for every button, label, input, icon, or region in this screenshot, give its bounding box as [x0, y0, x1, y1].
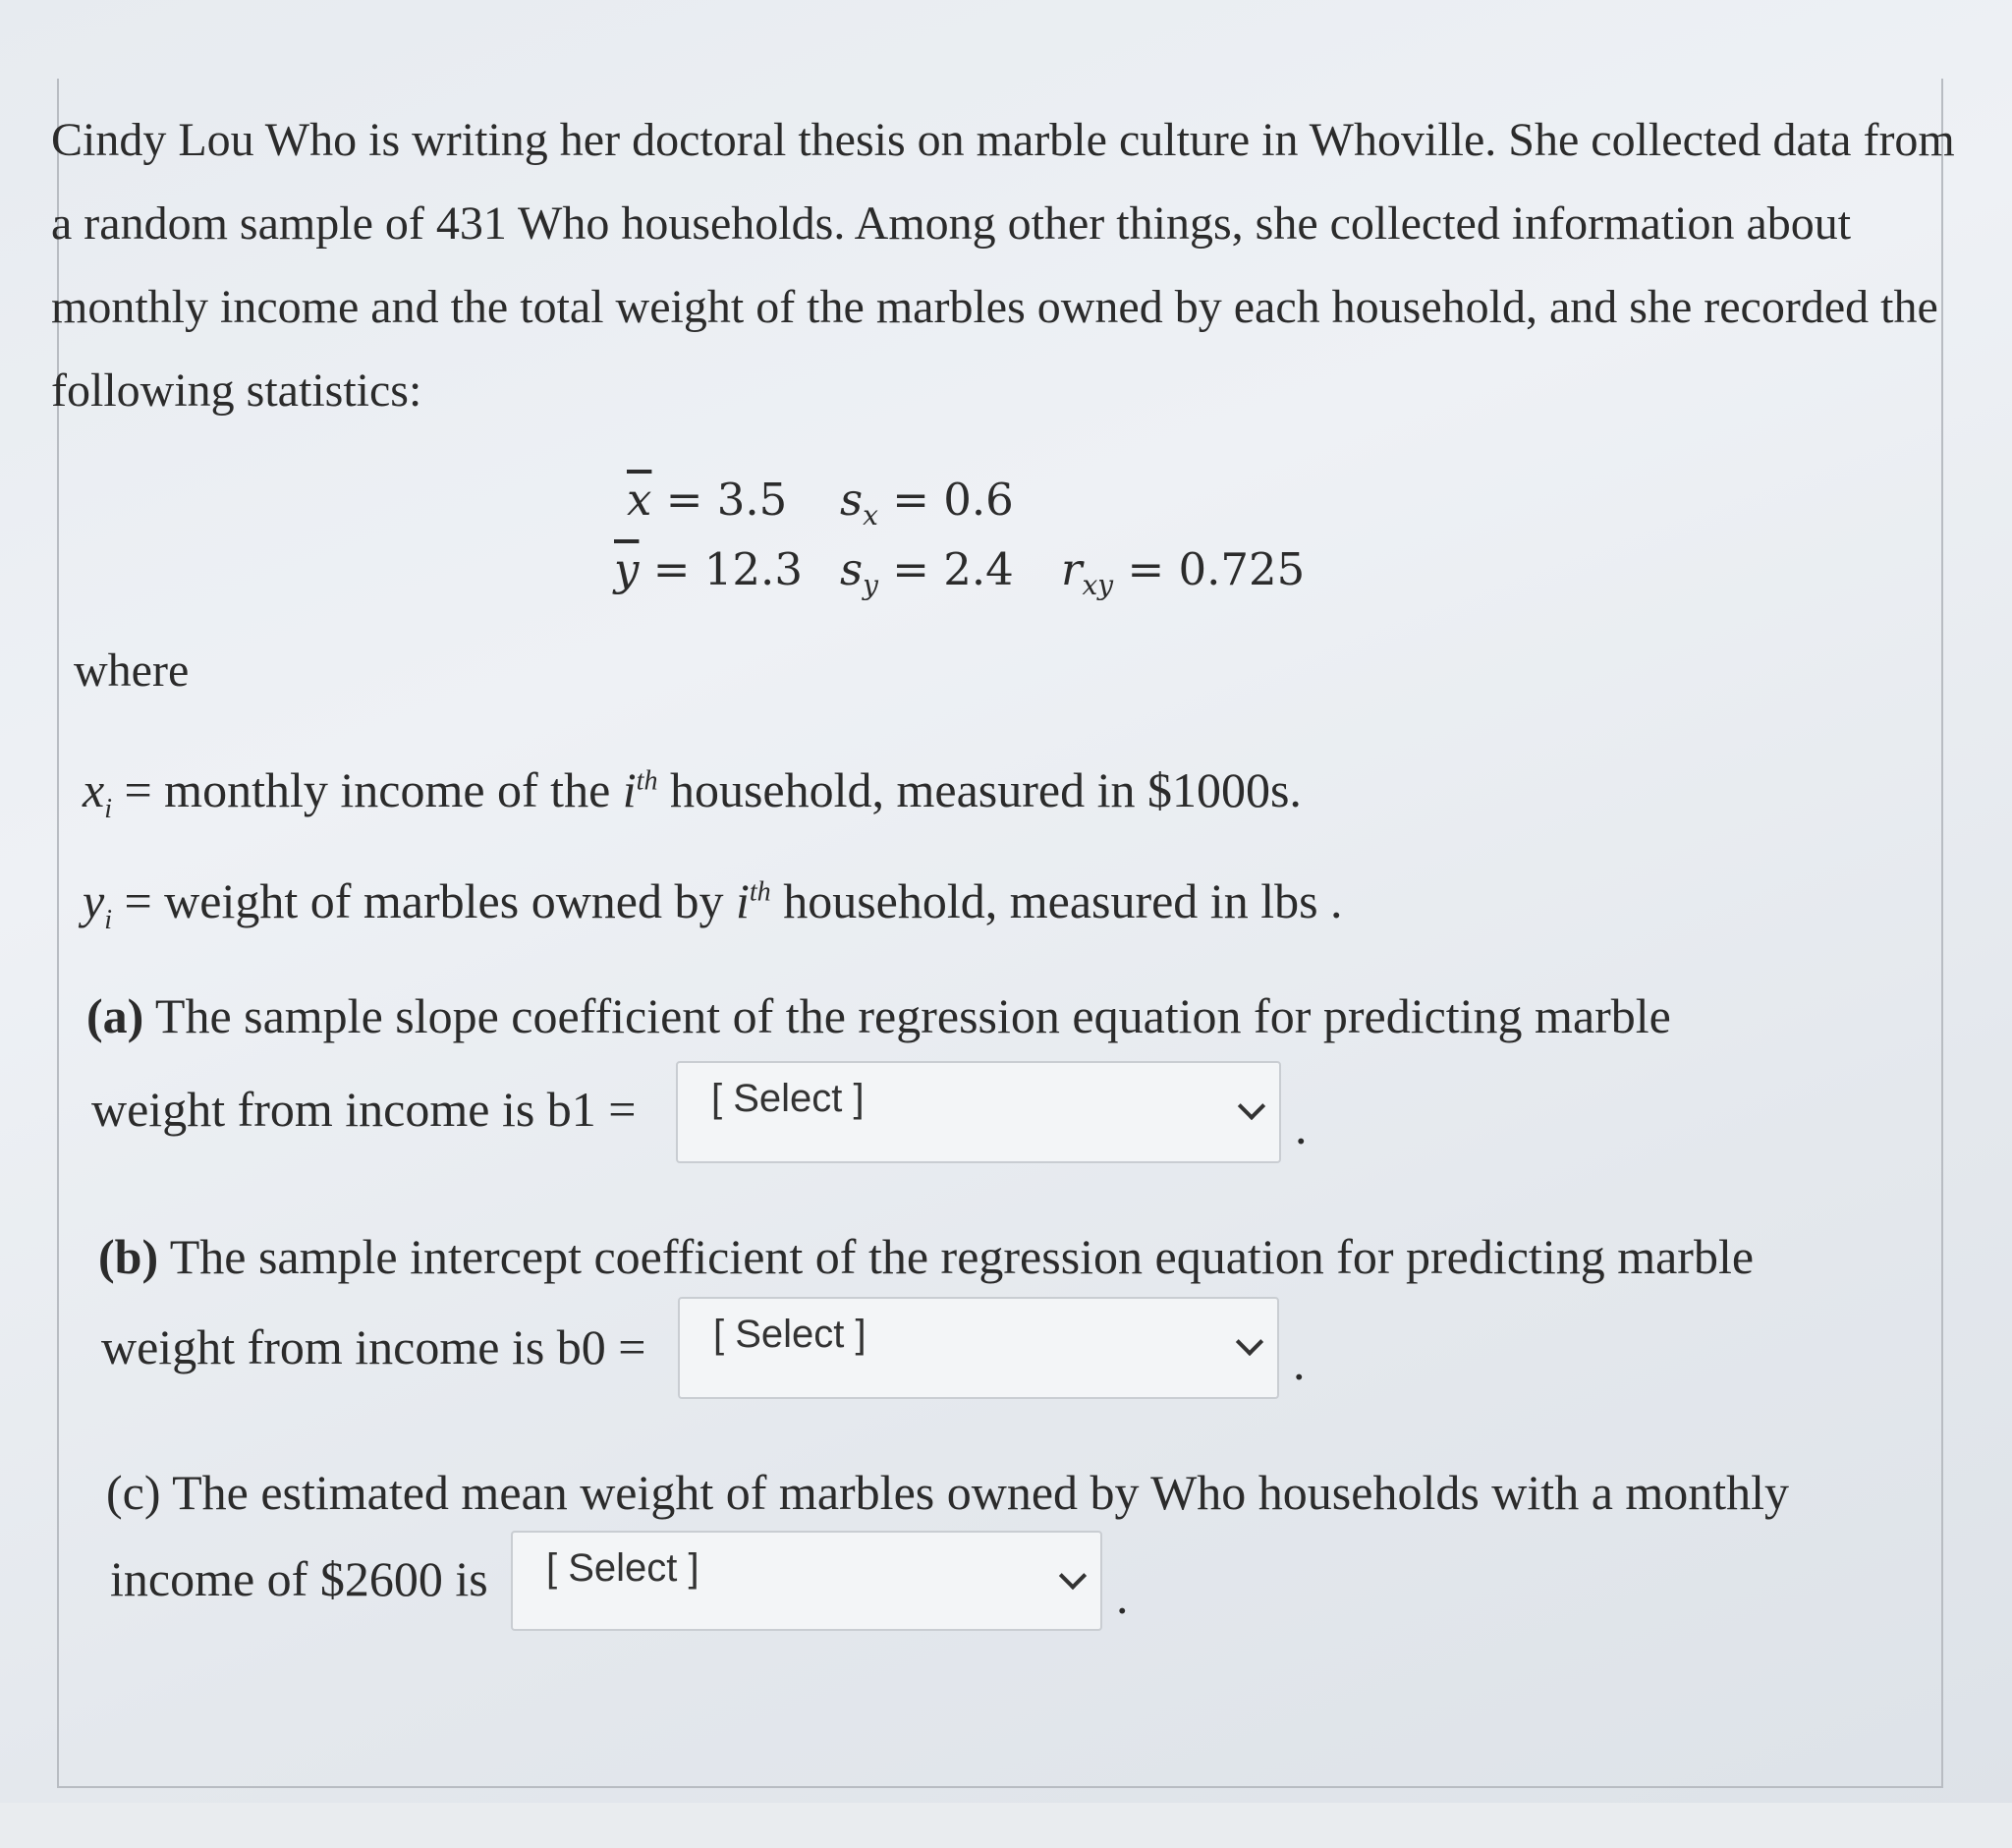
xbar-value: = 3.5 [665, 474, 788, 526]
select-b1-value: [ Select ] [711, 1077, 865, 1120]
rxy-value: = 0.725 [1127, 543, 1306, 595]
part-b-label: (b) [98, 1229, 159, 1284]
period-b: . [1293, 1335, 1306, 1390]
stat-xbar [627, 474, 787, 526]
xbar-symbol: $\overline{x}$ [627, 474, 652, 526]
sx-value: = 0.6 [892, 474, 1014, 526]
definition-x: $x_i$ = monthly income of the $i^{th}$ household, measured in $1000s. [83, 762, 1302, 824]
stat-ybar [614, 543, 803, 595]
stat-rxy: $r_{xy} = 0.725$ [1061, 543, 1306, 601]
period-c: . [1116, 1569, 1129, 1624]
part-b-line1 [98, 1228, 1754, 1285]
select-b0-dropdown[interactable] [678, 1297, 1279, 1399]
chevron-down-icon [1238, 1092, 1265, 1120]
definition-x-text: = monthly income of the [111, 762, 623, 817]
ybar-value: = 12.3 [652, 543, 803, 595]
stat-sy: $s_y = 2.4$ [840, 543, 1014, 601]
chevron-down-icon [1236, 1328, 1263, 1356]
definition-y: $y_i$ = weight of marbles owned by $i^{th}$ household, measured in lbs . [83, 873, 1343, 935]
question-intro: Cindy Lou Who is writing her doctoral thesis on marble culture in Whoville. She collected data from a random sample of 431 Who households. Among other things, she collected information about monthly income and the total weight of the marbles owned by each household, and she recorded the following statistics: [51, 114, 1955, 417]
part-a-line2: weight from income is b1 = [91, 1082, 637, 1137]
period-a: . [1295, 1099, 1308, 1154]
part-a-line1 [86, 987, 1671, 1044]
part-a-label: (a) [86, 988, 144, 1043]
definition-y-text: = weight of marbles owned by [111, 873, 736, 928]
where-label: where [74, 644, 190, 697]
part-a-text: The sample slope coefficient of the regression equation for predicting marble [143, 988, 1671, 1043]
ybar-symbol: $\overline{y}$ [614, 543, 640, 595]
part-c-line1: (c) The estimated mean weight of marbles owned by Who households with a monthly [106, 1465, 1790, 1520]
select-mean-weight-value: [ Select ] [546, 1546, 699, 1590]
part-b-line2: weight from income is b0 = [101, 1319, 646, 1374]
sy-value: = 2.4 [892, 543, 1014, 595]
stat-sx: $s_x = 0.6$ [840, 474, 1014, 532]
chevron-down-icon [1059, 1562, 1087, 1590]
select-mean-weight-dropdown[interactable] [511, 1531, 1102, 1631]
select-b0-value: [ Select ] [713, 1313, 866, 1356]
part-b-text: The sample intercept coefficient of the regression equation for predicting marble [158, 1229, 1755, 1284]
definition-y-text-end: household, measured in lbs . [770, 873, 1343, 928]
definition-x-text-end: household, measured in $1000s. [657, 762, 1302, 817]
select-b1-dropdown[interactable] [676, 1061, 1281, 1163]
part-c-line2: income of $2600 is [110, 1551, 488, 1606]
page-bottom-strip [0, 1803, 2012, 1848]
